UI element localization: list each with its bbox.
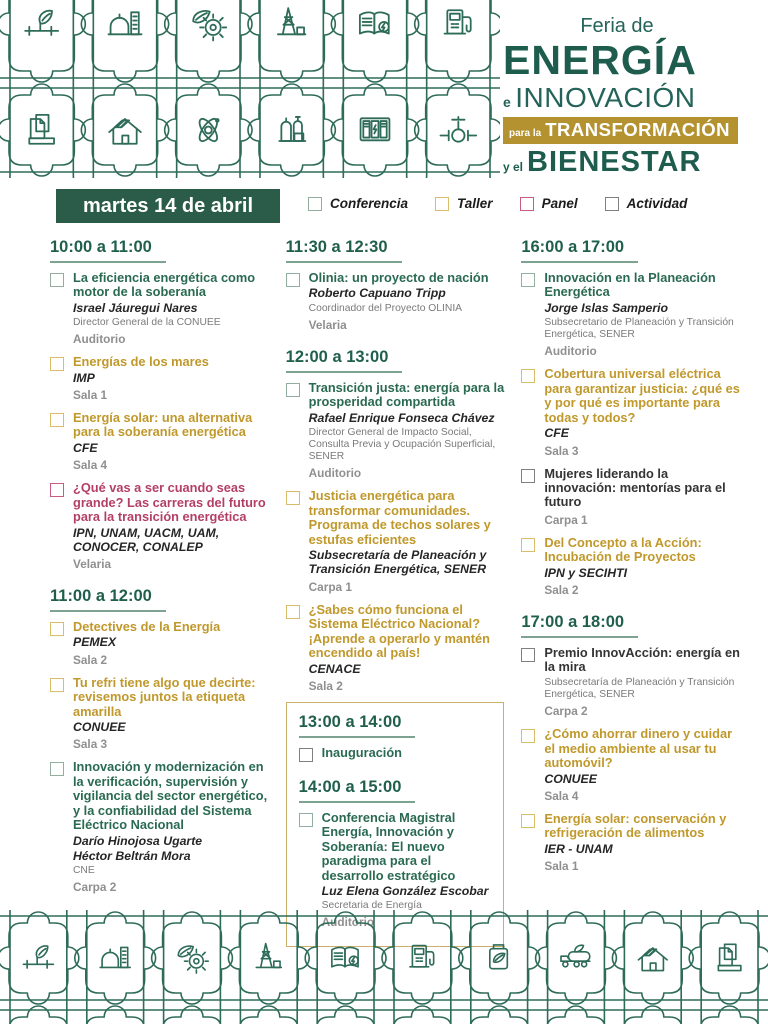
event-item — [299, 746, 492, 762]
event-item — [286, 381, 505, 481]
time-header: 14:00 a 15:00 — [299, 778, 416, 803]
documents-icon — [29, 115, 54, 144]
category-checkbox-conferencia — [50, 762, 64, 776]
time-header: 12:00 a 13:00 — [286, 348, 403, 373]
event-speaker: CENACE — [308, 661, 361, 676]
event-body — [544, 646, 740, 718]
event-title: Innovación y modernización en la verificación, supervisión y vigilancia del sector energético, y la confiabilidad del Sistema Eléctrico Nacional — [73, 759, 268, 833]
event-title: Innovación en la Planeación Energética — [544, 270, 716, 300]
event-title: Olinia: un proyecto de nación — [308, 270, 489, 285]
event-item — [50, 355, 269, 402]
event-venue: Auditorio — [321, 915, 375, 930]
gas-cylinders-icon — [279, 117, 305, 141]
event-title: Conferencia Magistral Energía, Innovación y Soberanía: El nuevo paradigma para el desarrollo estratégico — [321, 809, 456, 883]
legend — [308, 196, 687, 211]
schedule-column-3 — [521, 238, 740, 947]
category-checkbox-panel — [50, 483, 64, 497]
gas-pump-icon — [410, 946, 434, 967]
event-venue: Auditorio — [73, 332, 126, 347]
event-title: Inauguración — [321, 744, 402, 760]
legend-label: Taller — [457, 196, 493, 211]
event-speaker: CFE — [544, 426, 569, 441]
event-item — [50, 271, 269, 346]
event-venue: Sala 2 — [308, 678, 343, 693]
category-checkbox-taller — [286, 491, 300, 505]
event-venue: Carpa 2 — [544, 704, 588, 719]
event-body — [544, 727, 740, 803]
legend-checkbox-actividad-icon — [605, 197, 619, 211]
event-title: ¿Qué vas a ser cuando seas grande? Las carreras del futuro para la transición energética — [73, 480, 266, 525]
event-venue: Sala 2 — [544, 583, 579, 598]
event-item — [50, 676, 269, 752]
gear-leaf-icon — [178, 946, 208, 973]
event-speaker: CFE — [73, 440, 98, 455]
gear-leaf-icon — [193, 11, 226, 41]
solar-house-icon — [638, 948, 667, 971]
legend-item-actividad — [605, 196, 688, 211]
time-section — [521, 238, 740, 263]
event-body — [73, 481, 269, 571]
event-title: La eficiencia energética como motor de la soberanía — [73, 270, 256, 300]
atom-icon — [196, 116, 220, 144]
event-venue: Velaria — [73, 557, 112, 572]
storage-tank-icon — [109, 12, 142, 34]
time-header: 10:00 a 11:00 — [50, 238, 166, 263]
storage-tank-icon — [100, 947, 130, 967]
category-checkbox-taller — [521, 814, 535, 828]
event-speaker: PEMEX — [73, 635, 117, 650]
category-checkbox-taller — [50, 413, 64, 427]
event-body — [544, 812, 740, 873]
event-body — [544, 536, 740, 597]
event-venue: Carpa 1 — [544, 512, 588, 527]
event-venue: Velaria — [308, 317, 347, 332]
documents-icon — [718, 944, 741, 970]
event-venue: Sala 4 — [544, 788, 579, 803]
event-body — [309, 271, 489, 332]
category-checkbox-conferencia — [299, 813, 313, 827]
event-title: Cobertura universal eléctrica para garantizar justicia: ¿qué es y por qué es importante para todas y todos? — [544, 366, 740, 425]
logo-energia: ENERGÍA — [503, 36, 697, 83]
event-role: Coordinador del Proyecto OLINIA — [308, 302, 463, 314]
time-section — [299, 778, 492, 803]
event-body — [73, 620, 220, 667]
event-speaker: CONUEE — [544, 771, 597, 786]
legend-label: Actividad — [626, 196, 688, 211]
category-checkbox-taller — [521, 538, 535, 552]
logo-innovacion: INNOVACIÓN — [515, 82, 696, 114]
event-body — [544, 367, 740, 457]
pipeline-leaf-icon — [25, 11, 58, 35]
event-item — [299, 811, 492, 930]
event-body — [544, 271, 740, 358]
event-title: Justicia energética para transformar comunidades. Programa de techos solares y estufas eficientes — [308, 488, 491, 547]
event-speaker: Roberto Capuano Tripp — [308, 286, 446, 301]
time-header: 11:00 a 12:00 — [50, 587, 166, 612]
oil-rig-icon — [278, 8, 306, 34]
event-item — [50, 760, 269, 894]
legend-item-panel — [520, 196, 578, 211]
time-section — [299, 713, 492, 738]
legend-checkbox-taller-icon — [435, 197, 449, 211]
category-checkbox-taller — [50, 622, 64, 636]
event-venue: Auditorio — [308, 466, 362, 481]
category-checkbox-taller — [50, 357, 64, 371]
event-speaker: IER - UNAM — [544, 841, 613, 856]
event-body — [544, 467, 740, 527]
event-title: Detectives de la Energía — [73, 619, 221, 635]
schedule-column-2 — [286, 238, 505, 947]
logo-transformacion-bar — [503, 117, 738, 145]
event-item — [521, 536, 740, 597]
event-venue: Sala 1 — [73, 388, 108, 402]
category-checkbox-conferencia — [286, 273, 300, 287]
logo-e: e — [503, 94, 511, 111]
legend-checkbox-conferencia-icon — [308, 197, 322, 211]
time-header: 17:00 a 18:00 — [521, 613, 638, 638]
category-checkbox-taller — [521, 729, 535, 743]
event-speaker: Jorge Islas Samperio — [544, 300, 669, 315]
logo-bienestar: BIENESTAR — [527, 146, 702, 179]
event-speaker: Israel Jáuregui Nares — [73, 300, 198, 315]
event-role: Subsecretario de Planeación y Transición Energética, SENER — [544, 317, 734, 341]
event-venue: Sala 2 — [73, 652, 108, 667]
event-title: Tu refri tiene algo que decirte: revisemos juntos la etiqueta amarilla — [73, 674, 256, 719]
logo-para-la: para la — [509, 127, 542, 139]
logo-innovacion-line — [503, 83, 743, 112]
solar-house-icon — [109, 119, 141, 144]
event-title: Mujeres liderando la innovación: mentorías para el futuro — [544, 465, 726, 510]
energy-book-icon — [360, 12, 389, 33]
time-section — [521, 613, 740, 638]
event-body — [73, 411, 269, 472]
time-section — [286, 238, 505, 263]
category-checkbox-conferencia — [521, 273, 535, 287]
event-body — [322, 746, 402, 762]
event-venue: Carpa 1 — [308, 579, 352, 594]
event-venue: Sala 1 — [544, 858, 579, 873]
category-checkbox-taller — [286, 605, 300, 619]
event-title: Del Concepto a la Acción: Incubación de Proyectos — [544, 534, 702, 565]
event-body — [309, 489, 505, 593]
event-speaker: Luz Elena González Escobar — [321, 884, 489, 899]
time-section — [286, 348, 505, 373]
gas-pump-icon — [445, 10, 471, 33]
event-item — [521, 467, 740, 527]
event-venue: Carpa 2 — [73, 880, 117, 895]
event-role: Secretaria de Energía — [321, 900, 422, 912]
pipe-valve-icon — [440, 117, 476, 142]
legend-checkbox-panel-icon — [520, 197, 534, 211]
inauguration-box — [286, 702, 505, 948]
event-speaker: Héctor Beltrán Mora — [73, 848, 191, 863]
event-logo — [503, 16, 743, 177]
event-title: Premio InnovAcción: energía en la mira — [544, 645, 740, 675]
event-speaker: CONUEE — [73, 720, 126, 735]
event-speaker: IPN, UNAM, UACM, UAM, CONOCER, CONALEP — [73, 525, 220, 554]
event-body — [309, 603, 505, 693]
decorative-border-top — [0, 0, 500, 178]
event-item — [286, 271, 505, 332]
event-speaker: IPN y SECIHTI — [544, 565, 628, 580]
category-checkbox-taller — [50, 678, 64, 692]
logo-y-el: y el — [503, 160, 524, 175]
legend-item-conferencia — [308, 196, 408, 211]
event-venue: Sala 4 — [73, 458, 108, 473]
switchboard-icon — [361, 118, 390, 140]
event-title: Transición justa: energía para la prosperidad compartida — [308, 379, 505, 410]
event-item — [286, 603, 505, 693]
time-section — [50, 238, 269, 263]
schedule-grid — [50, 238, 740, 947]
category-checkbox-actividad — [521, 469, 535, 483]
event-item — [521, 367, 740, 457]
legend-label: Panel — [541, 196, 578, 211]
schedule-column-1 — [50, 238, 269, 947]
time-section — [50, 587, 269, 612]
event-body — [73, 355, 209, 402]
logo-feria-de: Feria de — [580, 15, 654, 37]
category-checkbox-actividad — [299, 748, 313, 762]
logo-transformacion: TRANSFORMACIÓN — [545, 118, 731, 140]
event-body — [73, 676, 269, 752]
tanker-truck-icon — [561, 945, 590, 967]
event-body — [73, 271, 269, 346]
event-venue: Sala 3 — [544, 443, 579, 458]
event-title: Energías de los mares — [73, 354, 209, 370]
legend-item-taller — [435, 196, 493, 211]
category-checkbox-actividad — [521, 648, 535, 662]
event-speaker: IMP — [73, 370, 95, 385]
event-item — [521, 646, 740, 718]
event-speaker: Rafael Enrique Fonseca Chávez — [308, 410, 495, 425]
event-item — [50, 620, 269, 667]
event-item — [50, 411, 269, 472]
event-speaker: Darío Hinojosa Ugarte — [73, 833, 203, 848]
event-role: Subsecretaría de Planeación y Transición Energética, SENER — [544, 676, 735, 701]
event-role: Director General de la CONUEE — [73, 317, 221, 329]
event-body — [309, 381, 505, 481]
date-banner: martes 14 de abril — [56, 189, 280, 223]
pipeline-leaf-icon — [23, 946, 53, 968]
event-body — [322, 811, 492, 930]
event-item — [521, 271, 740, 358]
time-header: 13:00 a 14:00 — [299, 713, 416, 738]
event-title: ¿Cómo ahorrar dinero y cuidar el medio ambiente al usar tu automóvil? — [544, 726, 733, 771]
event-title: Energía solar: conservación y refrigeración de alimentos — [544, 810, 727, 841]
category-checkbox-taller — [521, 369, 535, 383]
event-item — [286, 489, 505, 593]
time-header: 11:30 a 12:30 — [286, 238, 402, 263]
event-body — [73, 760, 269, 894]
eco-fuel-icon — [490, 945, 508, 969]
event-item — [521, 727, 740, 803]
event-venue: Sala 3 — [73, 737, 108, 752]
category-checkbox-conferencia — [50, 273, 64, 287]
event-speaker: Subsecretaría de Planeación y Transición Energética, SENER — [308, 548, 487, 577]
event-role: Director General de Impacto Social, Consulta Previa y Ocupación Superficial, SENER — [308, 427, 496, 463]
category-checkbox-conferencia — [286, 383, 300, 397]
energy-book-icon — [332, 947, 358, 966]
time-header: 16:00 a 17:00 — [521, 238, 638, 263]
logo-bienestar-line — [503, 147, 743, 177]
event-title: Energía solar: una alternativa para la soberanía energética — [73, 410, 253, 440]
event-venue: Auditorio — [544, 344, 597, 359]
event-role: CNE — [73, 865, 95, 877]
event-title: ¿Sabes cómo funciona el Sistema Eléctrico Nacional? ¡Aprende a operarlo y mantén encendido al país! — [308, 601, 490, 661]
legend-label: Conferencia — [330, 196, 409, 211]
event-item — [50, 481, 269, 571]
event-item — [521, 812, 740, 873]
